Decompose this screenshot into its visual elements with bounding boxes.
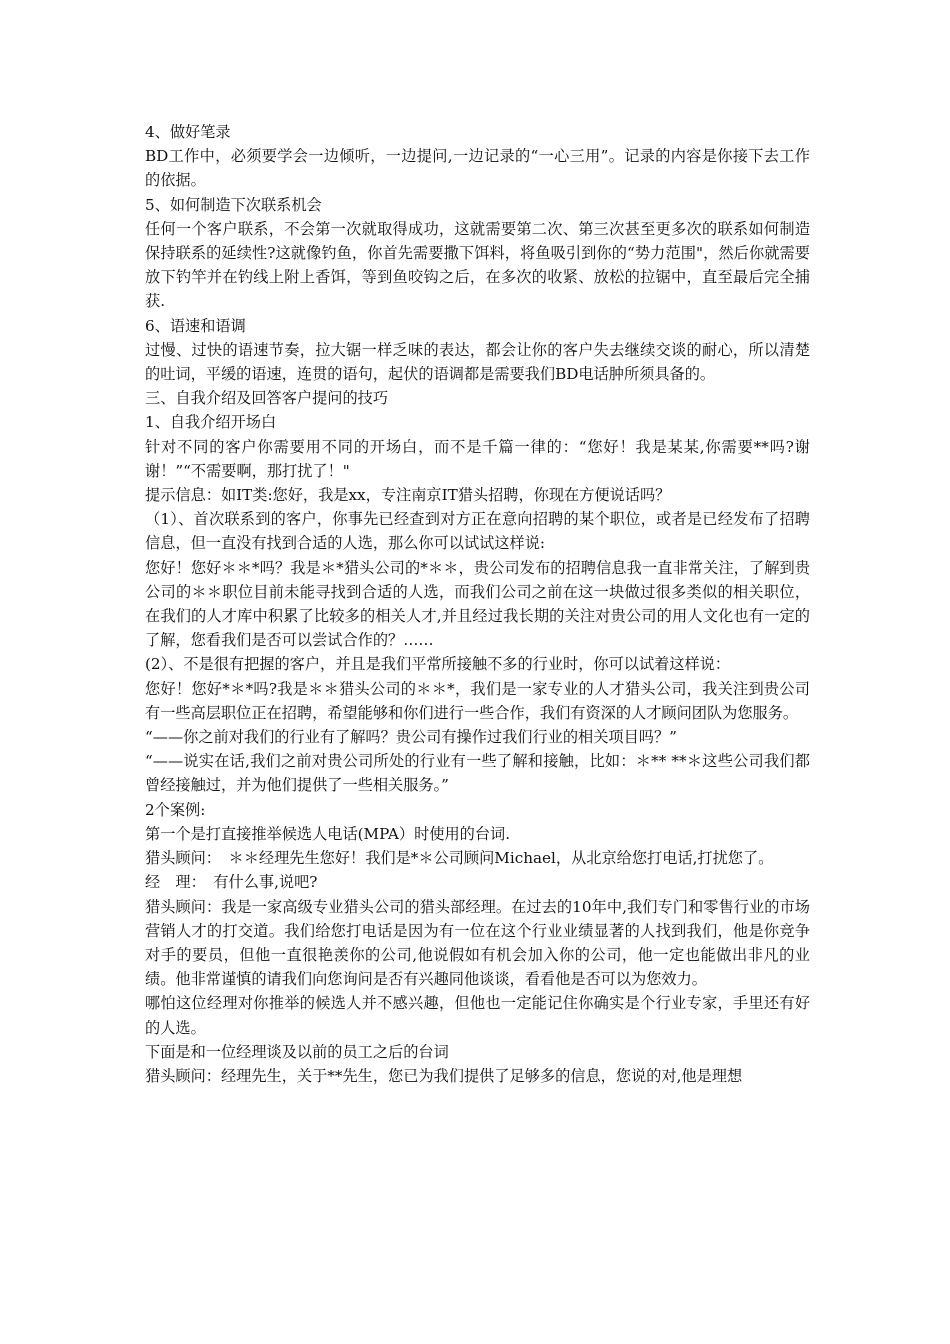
paragraph: 哪怕这位经理对你推举的候选人并不感兴趣，但他也一定能记住你确实是个行业专家，手里还有好的人选。 xyxy=(145,994,810,1037)
paragraph: “——你之前对我们的行业有了解吗？贵公司有操作过我们行业的相关项目吗？” xyxy=(145,728,677,747)
paragraph: 猎头顾问： ＊＊经理先生您好！我们是*＊公司顾问Michael，从北京给您打电话,打扰您了。 xyxy=(145,849,774,868)
document-body xyxy=(145,120,810,1088)
paragraph: 2个案例: xyxy=(145,800,206,819)
paragraph: 您好！您好＊＊*吗？我是＊*猎头公司的*＊＊，贵公司发布的招聘信息我一直非常关注，了解到贵公司的＊＊职位目前未能寻找到合适的人选，而我们公司之前在这一块做过很多类似的相关职位，在我们的人才库中积累了比较多的相关人才,并且经过我长期的关注对贵公司的用人文化也有一定的了解，您看我们是否可以尝试合作的？…… xyxy=(145,558,810,650)
section-heading: 三、自我介绍及回答客户提问的技巧 xyxy=(145,389,388,408)
paragraph: (2）、不是很有把握的客户，并且是我们平常所接触不多的行业时，你可以试着这样说： xyxy=(145,655,731,674)
paragraph: （1）、首次联系到的客户，你事先已经查到对方正在意向招聘的某个职位，或者是已经发布了招聘信息，但一直没有找到合适的人选，那么你可以试试这样说: xyxy=(145,510,810,553)
heading-next-contact: 5、如何制造下次联系机会 xyxy=(145,195,322,214)
paragraph: 任何一个客户联系，不会第一次就取得成功，这就需要第二次、第三次甚至更多次的联系如何制造保持联系的延续性?这就像钓鱼，你首先需要撒下饵料，将鱼吸引到你的“势力范围"，然后你就需要放下钓竿并在钓线上附上香饵，等到鱼咬钩之后，在多次的收紧、放松的拉锯中，直至最后完全捕获. xyxy=(145,219,810,311)
paragraph: 提示信息：如IT类:您好，我是xx，专注南京IT猎头招聘，你现在方便说话吗？ xyxy=(145,486,671,505)
heading-self-intro: 1、自我介绍开场白 xyxy=(145,413,277,432)
paragraph: 第一个是打直接推举候选人电话(MPA）时使用的台词. xyxy=(145,824,511,843)
paragraph: 过慢、过快的语速节奏，拉大锯一样乏味的表达，都会让你的客户失去继续交谈的耐心，所以清楚的吐词，平缓的语速，连贯的语句，起伏的语调都是需要我们BD电话肿所须具备的。 xyxy=(145,340,810,384)
paragraph: 下面是和一位经理谈及以前的员工之后的台词 xyxy=(145,1042,449,1061)
paragraph: 针对不同的客户你需要用不同的开场白，而不是千篇一律的：“您好！我是某某,你需要**吗?谢谢！”“不需要啊，那打扰了！" xyxy=(145,437,810,480)
paragraph: 猎头顾问：我是一家高级专业猎头公司的猎头部经理。在过去的10年中,我们专门和零售行业的市场营销人才的打交道。我们给您打电话是因为有一位在这个行业业绩显著的人找到我们，他是你竞争对手的要员，但他一直很艳羡你的公司,他说假如有机会加入你的公司，他一定也能做出非凡的业绩。他非常谨慎的请我们向您询问是否有兴趣同他谈谈，看看他是否可以为您效力。 xyxy=(145,897,810,989)
paragraph: 经 理： 有什么事,说吧? xyxy=(145,873,318,892)
heading-take-notes: 4、做好笔录 xyxy=(145,123,231,141)
heading-speech-rate: 6、语速和语调 xyxy=(145,316,246,335)
paragraph: “——说实在话,我们之前对贵公司所处的行业有一些了解和接触，比如：＊** **＊这些公司我们都曾经接触过，并为他们提供了一些相关服务。” xyxy=(145,752,810,795)
paragraph: 猎头顾问：经理先生，关于**先生，您已为我们提供了足够多的信息，您说的对,他是理想 xyxy=(145,1066,743,1085)
paragraph: BD工作中，必须要学会一边倾听，一边提问,一边记录的“一心三用”。记录的内容是你接下去工作的依据。 xyxy=(145,147,810,190)
paragraph: 您好！您好*＊*吗?我是＊＊猎头公司的＊＊*，我们是一家专业的人才猎头公司，我关注到贵公司有一些高层职位正在招聘，希望能够和你们进行一些合作，我们有资深的人才顾问团队为您服务。 xyxy=(145,679,810,722)
